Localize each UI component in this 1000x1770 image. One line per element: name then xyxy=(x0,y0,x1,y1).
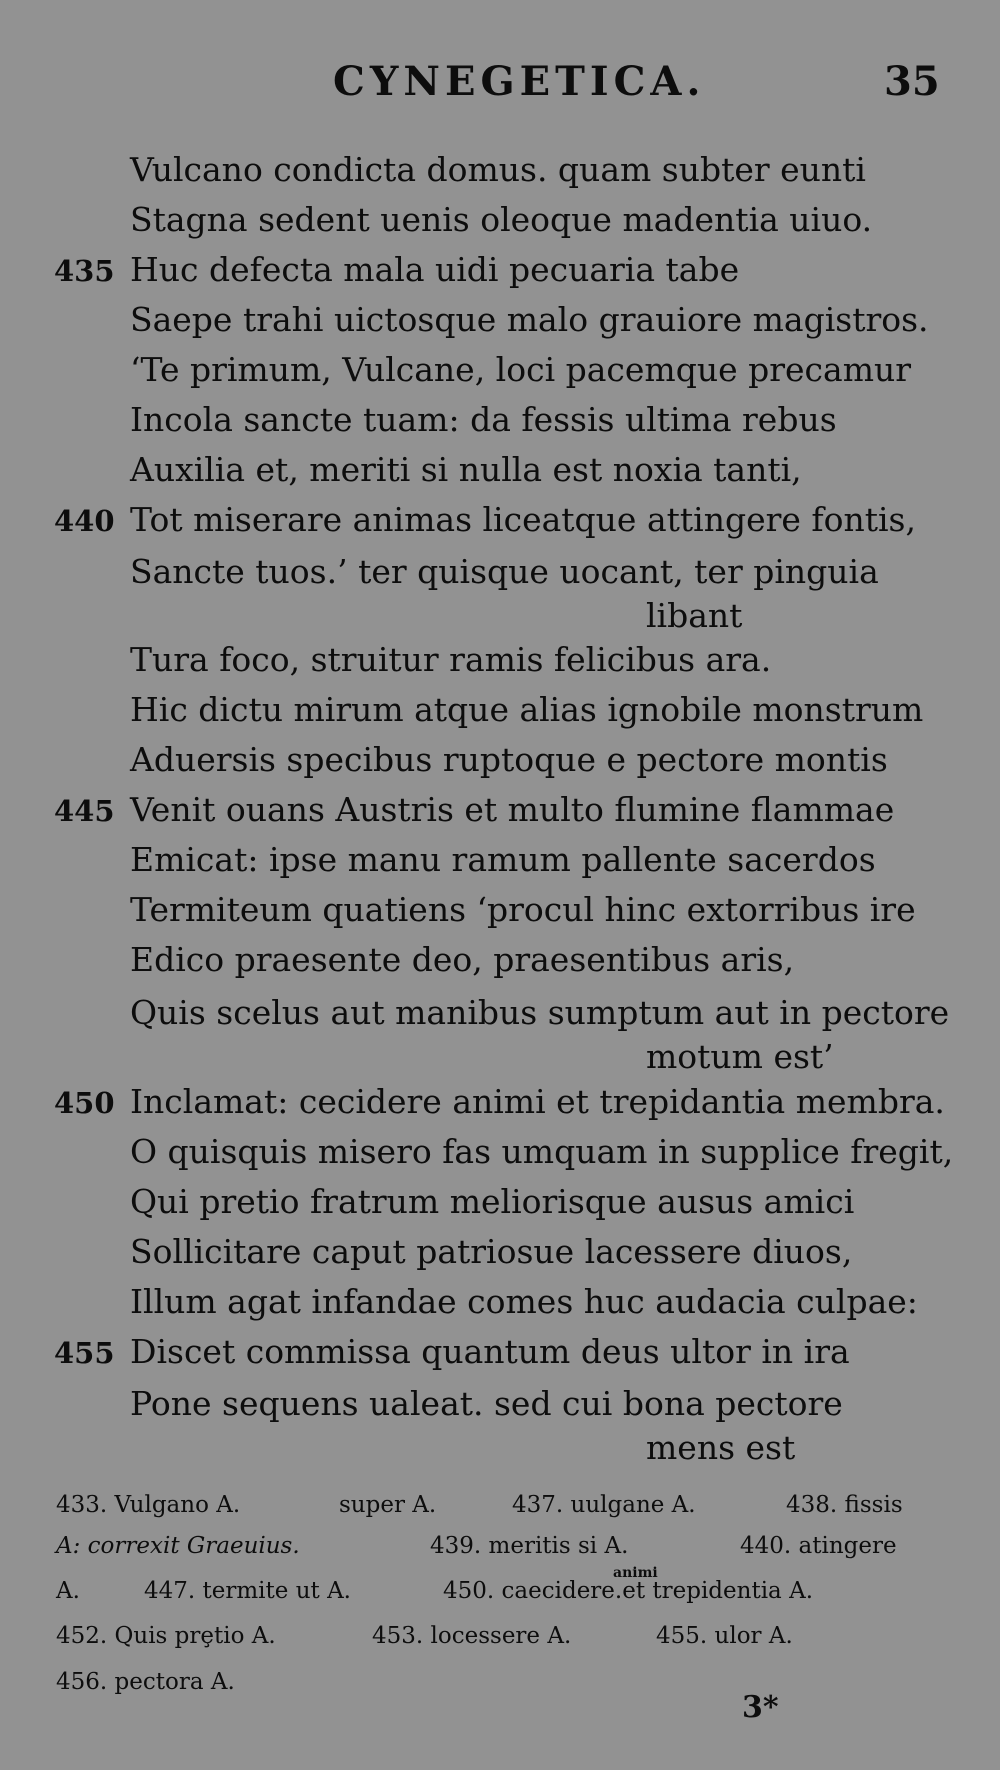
verse-text: Vulcano condicta domus. quam subter eunti xyxy=(130,150,866,189)
line-number: 435 xyxy=(54,254,115,288)
verse-line xyxy=(0,1384,1000,1467)
verse-text: Edico praesente deo, praesentibus aris, xyxy=(130,940,795,979)
verse-text: Sancte tuos.’ ter quisque uocant, ter pinguia xyxy=(130,552,879,591)
verse-text: Huc defecta mala uidi pecuaria tabe xyxy=(130,250,740,289)
verse-text: Auxilia et, meriti si nulla est noxia tanti, xyxy=(130,450,802,489)
verse-text: Discet commissa quantum deus ultor in ira xyxy=(130,1332,850,1371)
interlinear-correction: animi xyxy=(613,1565,658,1581)
note: A: correxit Graeuius. xyxy=(56,1533,300,1559)
verse-text: Hic dictu mirum atque alias ignobile monstrum xyxy=(130,690,924,729)
running-title: CYNEGETICA. xyxy=(333,58,706,105)
note-line xyxy=(56,1623,946,1663)
note-line xyxy=(56,1492,946,1532)
note: 439. meritis si A. xyxy=(430,1533,629,1559)
note: 433. Vulgano A. xyxy=(56,1492,241,1518)
verse-line xyxy=(0,1132,1000,1182)
note-line xyxy=(56,1578,946,1618)
verse-text: ‘Te primum, Vulcane, loci pacemque precamur xyxy=(130,350,912,389)
verse-line xyxy=(0,300,1000,350)
line-number: 440 xyxy=(54,504,115,538)
note: 456. pectora A. xyxy=(56,1669,235,1695)
verse-line xyxy=(0,552,1000,635)
verse-line xyxy=(0,690,1000,740)
verse-text: Aduersis specibus ruptoque e pectore montis xyxy=(130,740,888,779)
verse-continuation: libant xyxy=(646,596,743,635)
note: 450. caecidere.et trepidentia A. xyxy=(443,1578,813,1604)
verse-line xyxy=(0,940,1000,990)
note: 440. atingere xyxy=(740,1533,897,1559)
verse-line xyxy=(0,1282,1000,1332)
verse-text: O quisquis misero fas umquam in supplice fregit, xyxy=(130,1132,954,1171)
verse-line xyxy=(0,1232,1000,1282)
verse-text: Sollicitare caput patriosue lacessere diuos, xyxy=(130,1232,853,1271)
line-number: 455 xyxy=(54,1336,115,1370)
note-line xyxy=(56,1669,946,1709)
verse-line xyxy=(0,350,1000,400)
signature-mark: 3* xyxy=(742,1690,779,1725)
verse-text: Tura foco, struitur ramis felicibus ara. xyxy=(130,640,772,679)
verse-text: Termiteum quatiens ‘procul hinc extorribus ire xyxy=(130,890,916,929)
note: 453. locessere A. xyxy=(372,1623,572,1649)
verse-line xyxy=(0,1182,1000,1232)
verse-line xyxy=(0,640,1000,690)
verse-text: Emicat: ipse manu ramum pallente sacerdos xyxy=(130,840,876,879)
verse-text: Stagna sedent uenis oleoque madentia uiuo. xyxy=(130,200,873,239)
verse-line xyxy=(0,993,1000,1076)
verse-line xyxy=(0,400,1000,450)
line-number: 445 xyxy=(54,794,115,828)
verse-text: Tot miserare animas liceatque attingere fontis, xyxy=(130,500,916,539)
verse-text: Incola sancte tuam: da fessis ultima rebus xyxy=(130,400,837,439)
note: 447. termite ut A. xyxy=(144,1578,351,1604)
note: A. xyxy=(56,1578,80,1604)
verse-line xyxy=(0,250,1000,300)
verse-text: Inclamat: cecidere animi et trepidantia membra. xyxy=(130,1082,945,1121)
verse-text: Qui pretio fratrum meliorisque ausus amici xyxy=(130,1182,855,1221)
verse-continuation: motum est’ xyxy=(646,1037,834,1076)
verse-line xyxy=(0,1332,1000,1382)
note: super A. xyxy=(339,1492,437,1518)
page-number: 35 xyxy=(884,58,940,105)
verse-text: Venit ouans Austris et multo flumine flammae xyxy=(130,790,895,829)
verse-line xyxy=(0,840,1000,890)
note: 437. uulgane A. xyxy=(512,1492,696,1518)
line-number: 450 xyxy=(54,1086,115,1120)
verse-text: Quis scelus aut manibus sumptum aut in pectore xyxy=(130,993,950,1032)
page-header xyxy=(0,58,1000,108)
note: 438. fissis xyxy=(786,1492,903,1518)
verse-line xyxy=(0,500,1000,550)
note: 452. Quis prȩtio A. xyxy=(56,1623,276,1649)
note: 455. ulor A. xyxy=(656,1623,793,1649)
verse-line xyxy=(0,790,1000,840)
verse-line xyxy=(0,200,1000,250)
verse-line xyxy=(0,890,1000,940)
verse-line xyxy=(0,740,1000,790)
verse-line xyxy=(0,450,1000,500)
verse-line xyxy=(0,150,1000,200)
verse-text: Illum agat infandae comes huc audacia culpae: xyxy=(130,1282,918,1321)
verse-text: Saepe trahi uictosque malo grauiore magistros. xyxy=(130,300,929,339)
verse-line xyxy=(0,1082,1000,1132)
verse-text: Pone sequens ualeat. sed cui bona pectore xyxy=(130,1384,843,1423)
verse-continuation: mens est xyxy=(646,1428,796,1467)
note-line xyxy=(56,1533,946,1573)
